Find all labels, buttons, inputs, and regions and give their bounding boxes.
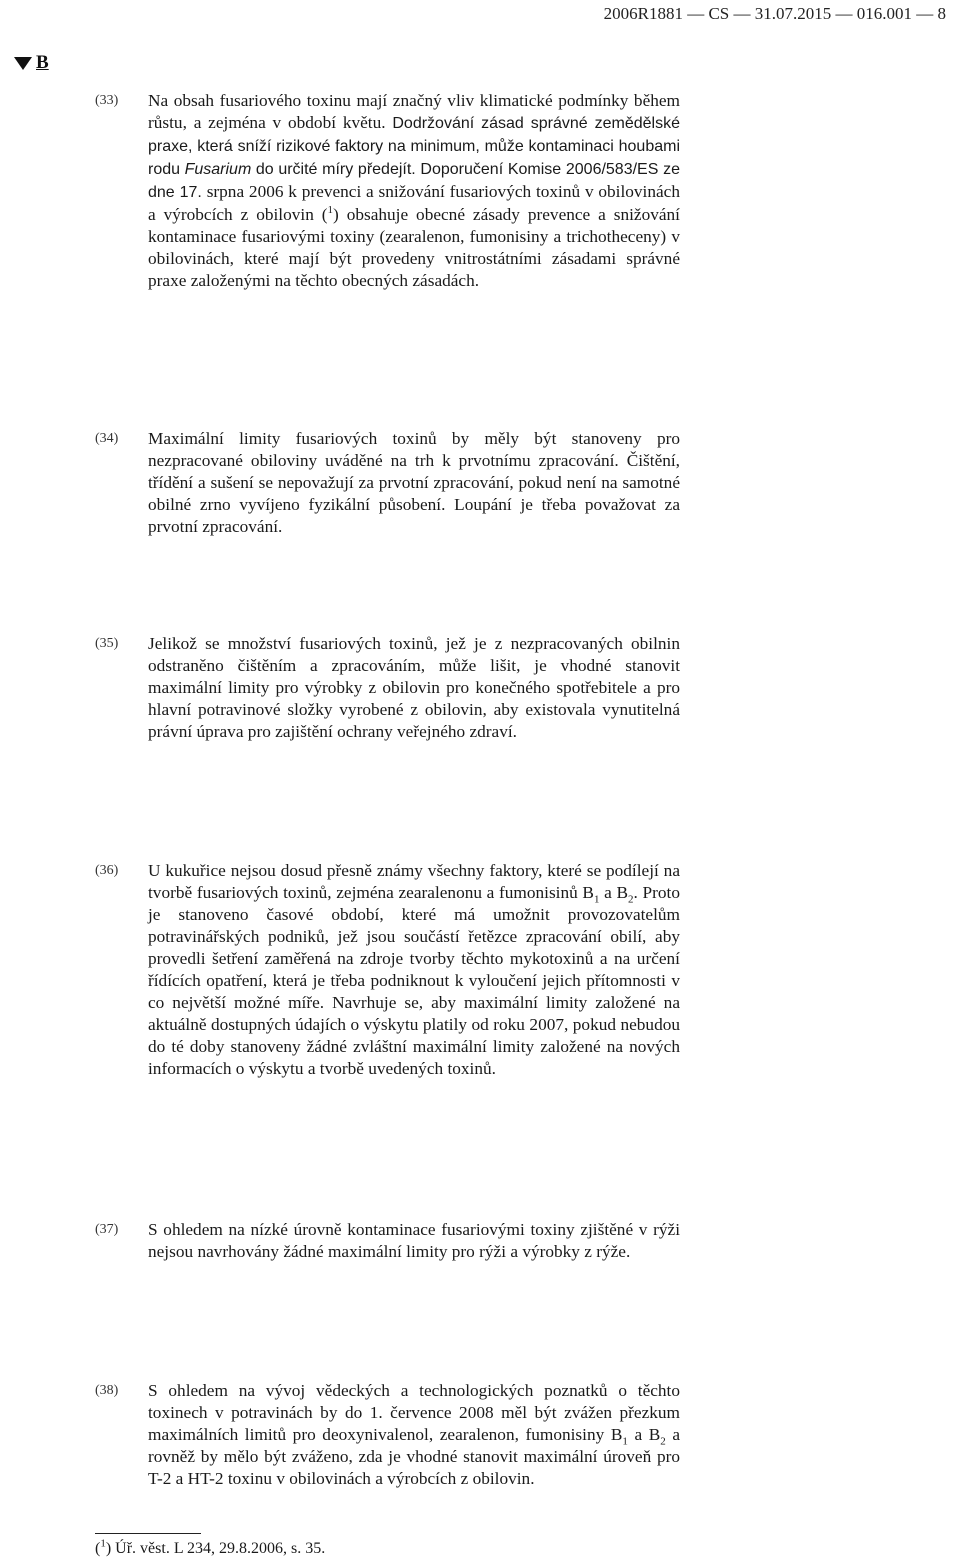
recital-text: U kukuřice nejsou dosud přesně známy všechny faktory, které se podílejí na tvorbě fusariových toxinů, zejména zearalenonu a fumonisinů $B_1$ a $B_2$. Proto je stanoveno časové období, které má umožnit provozovatelům potravinářských podniků, jež jsou součástí řetězce zpracování obilí, aby provedli šetření zaměřená na zdroje tvorby těchto mykotoxinů a na určení řídících opatření, která je třeba podniknout k vyloučení jejich přítomnosti v co největší možné míře. Navrhuje se, aby maximální limity založené na aktuálně dostupných údajích o výskytu platily od roku 2007, pokud nebudou do té doby stanoveny žádné zvláštní maximální limity založené na nových informacích o výskytu a tvorbě uvedených toxinů. (148, 861, 680, 1078)
recital-number: (36) (95, 863, 119, 878)
recital-number: (34) (95, 431, 119, 446)
recital-text: Na obsah fusariového toxinu mají značný vliv klimatické podmínky během růstu, a zejména v období květu. Dodržování zásad správné zemědělské praxe, která sníží rizikové faktory na minimum, může kontaminaci houbami rodu Fusarium do určité míry předejít. Doporučení Komise 2006/583/ES ze dne 17. srpna 2006 k prevenci a snižování fusariových toxinů v obilovinách a výrobcích z obilovin ($^1$) obsahuje obecné zásady prevence a snižování kontaminace fusariovými toxiny (zearalenon, fumonisiny a trichotheceny) v obilovinách, které mají být provedeny vnitrostátními zásadami správné praxe založenými na těchto obecných zásadách. (148, 91, 680, 290)
recital-number: (38) (95, 1383, 119, 1398)
footnote-divider (95, 1533, 201, 1534)
recital-number: (33) (95, 93, 119, 108)
footnote: ($^1$) Úř. věst. L 234, 29.8.2006, s. 35. (95, 1537, 326, 1557)
recital-number: (35) (95, 636, 119, 651)
recital-text: S ohledem na nízké úrovně kontaminace fusariovými toxiny zjištěné v rýži nejsou navrhovány žádné maximální limity pro rýži a výrobky z rýže. (148, 1220, 680, 1261)
footnote-reference[interactable]: 1 (327, 204, 334, 217)
marker-letter[interactable]: B (36, 52, 49, 73)
recital-34 (95, 428, 685, 538)
recital-36 (95, 860, 685, 1080)
recital-number: (37) (95, 1222, 119, 1237)
footnote-marker: 1 (100, 1537, 106, 1550)
recital-33 (95, 90, 685, 292)
recital-text: Jelikož se množství fusariových toxinů, jež je z nezpracovaných obilnin odstraněno čištěním a zpracováním, může lišit, je vhodné stanovit maximální limity pro výrobky z obilovin pro konečného spotřebitele a pro hlavní potravinové složky vyrobené z obilovin, aby existovala vynutitelná právní úprava pro zajištění ochrany veřejného zdraví. (148, 634, 680, 741)
recital-35 (95, 633, 685, 743)
document-reference: 2006R1881 — CS — 31.07.2015 — 016.001 — 8 (603, 4, 946, 23)
recital-text: Maximální limity fusariových toxinů by měly být stanoveny pro nezpracované obiloviny uváděné na trh k prvotnímu zpracování. Čištění, třídění a sušení se nepovažují za prvotní zpracování, pokud není na samotné obilné zrno vyvíjeno fyzikální působení. Loupání je třeba považovat za prvotní zpracování. (148, 429, 680, 536)
triangle-down-icon (14, 57, 32, 70)
recital-text: S ohledem na vývoj vědeckých a technologických poznatků o těchto toxinech v potravinách by do 1. července 2008 měl být zvážen přezkum maximálních limitů pro deoxynivalenol, zearalenon, fumonisiny $B_1$ a $B_2$ a rovněž by mělo být zváženo, zda je vhodné stanovit maximální úroveň pro T-2 a HT-2 toxinu v obilovinách a výrobcích z obilovin. (148, 1381, 681, 1488)
recital-38 (95, 1380, 685, 1490)
footnote-text: ) Úř. věst. L 234, 29.8.2006, s. 35. (105, 1540, 326, 1557)
amendment-marker (14, 52, 49, 74)
recital-37 (95, 1219, 685, 1263)
